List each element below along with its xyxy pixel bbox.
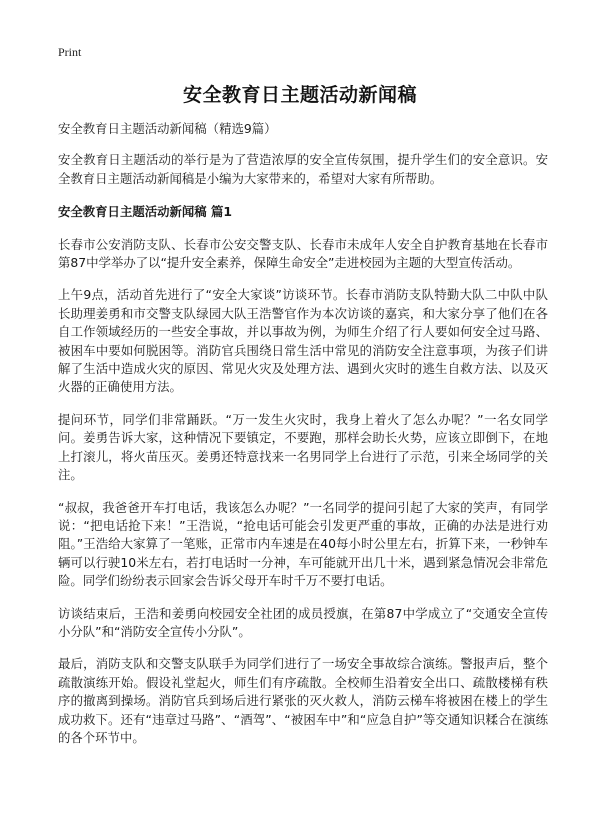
body-paragraph-4: “叔叔，我爸爸开车打电话，我该怎么办呢？”一名同学的提问引起了大家的笑声，有同学说：“把电话抢下来！”王浩说，“抢电话可能会引发更严重的事故，正确的办法是进行劝阻。”王浩给大家算了一笔账，正常市内车速是在40每小时公里左右，折算下来，一秒钟车辆可以行驶10米左右，若打电话时一分神，车可能就开出几十米，遇到紧急情况会非常危险。同学们纷纷表示回家会告诉父母开车时千万不要打电话。 bbox=[58, 499, 548, 589]
page-title: 安全教育日主题活动新闻稿 bbox=[182, 84, 417, 106]
body-paragraph-1: 长春市公安消防支队、长春市公安交警支队、长春市未成年人安全自护教育基地在长春市第87中学举办了以“提升安全素养，保障生命安全”走进校园为主题的大型宣传活动。 bbox=[58, 236, 548, 271]
body-paragraph-3: 提问环节，同学们非常踊跃。“万一发生火灾时，我身上着火了怎么办呢？”一名女同学问。姜勇告诉大家，这种情况下要镇定，不要跑，那样会助长火势，应该立即倒下，在地上打滚儿，将火苗压灭。姜勇还特意找来一名男同学上台进行了示范，引来全场同学的关注。 bbox=[58, 411, 548, 483]
intro-paragraph: 安全教育日主题活动的举行是为了营造浓厚的安全宣传氛围，提升学生们的安全意识。安全教育日主题活动新闻稿是小编为大家带来的，希望对大家有所帮助。 bbox=[58, 152, 548, 186]
document-subtitle: 安全教育日主题活动新闻稿（精选9篇） bbox=[58, 121, 277, 136]
section-heading: 安全教育日主题活动新闻稿 篇1 bbox=[58, 204, 233, 220]
body-paragraph-5: 访谈结束后，王浩和姜勇向校园安全社团的成员授旗，在第87中学成立了“交通安全宣传小分队”和“消防安全宣传小分队”。 bbox=[58, 605, 548, 639]
print-link[interactable]: Print bbox=[58, 45, 82, 59]
document-body bbox=[58, 120, 548, 761]
body-paragraph-2: 上午9点，活动首先进行了“安全大家谈”访谈环节。长春市消防支队特勤大队二中队中队长助理姜勇和市交警支队绿园大队王浩警官作为本次访谈的嘉宾，和大家分享了他们在各自工作领域经历的一些安全事故，并以事故为例，为师生介绍了行人要如何安全过马路、被困车中要如何脱困等。消防官兵围绕日常生活中常见的消防安全注意事项，为孩子们讲解了生活中造成火灾的原因、常见火灾及处理方法、遇到火灾时的逃生自救方法、以及灭火器的正确使用方法。 bbox=[58, 287, 548, 395]
body-paragraph-6: 最后，消防支队和交警支队联手为同学们进行了一场安全事故综合演练。警报声后，整个疏散演练开始。假设礼堂起火，师生们有序疏散。全校师生沿着安全出口、疏散楼梯有秩序的撤离到操场。消防官兵到场后进行紧张的灭火救人，消防云梯车将被困在楼上的学生成功救下。还有“违章过马路”、“酒驾”、“被困车中”和“应急自护”等交通知识糅合在演练的各个环节中。 bbox=[58, 656, 548, 745]
